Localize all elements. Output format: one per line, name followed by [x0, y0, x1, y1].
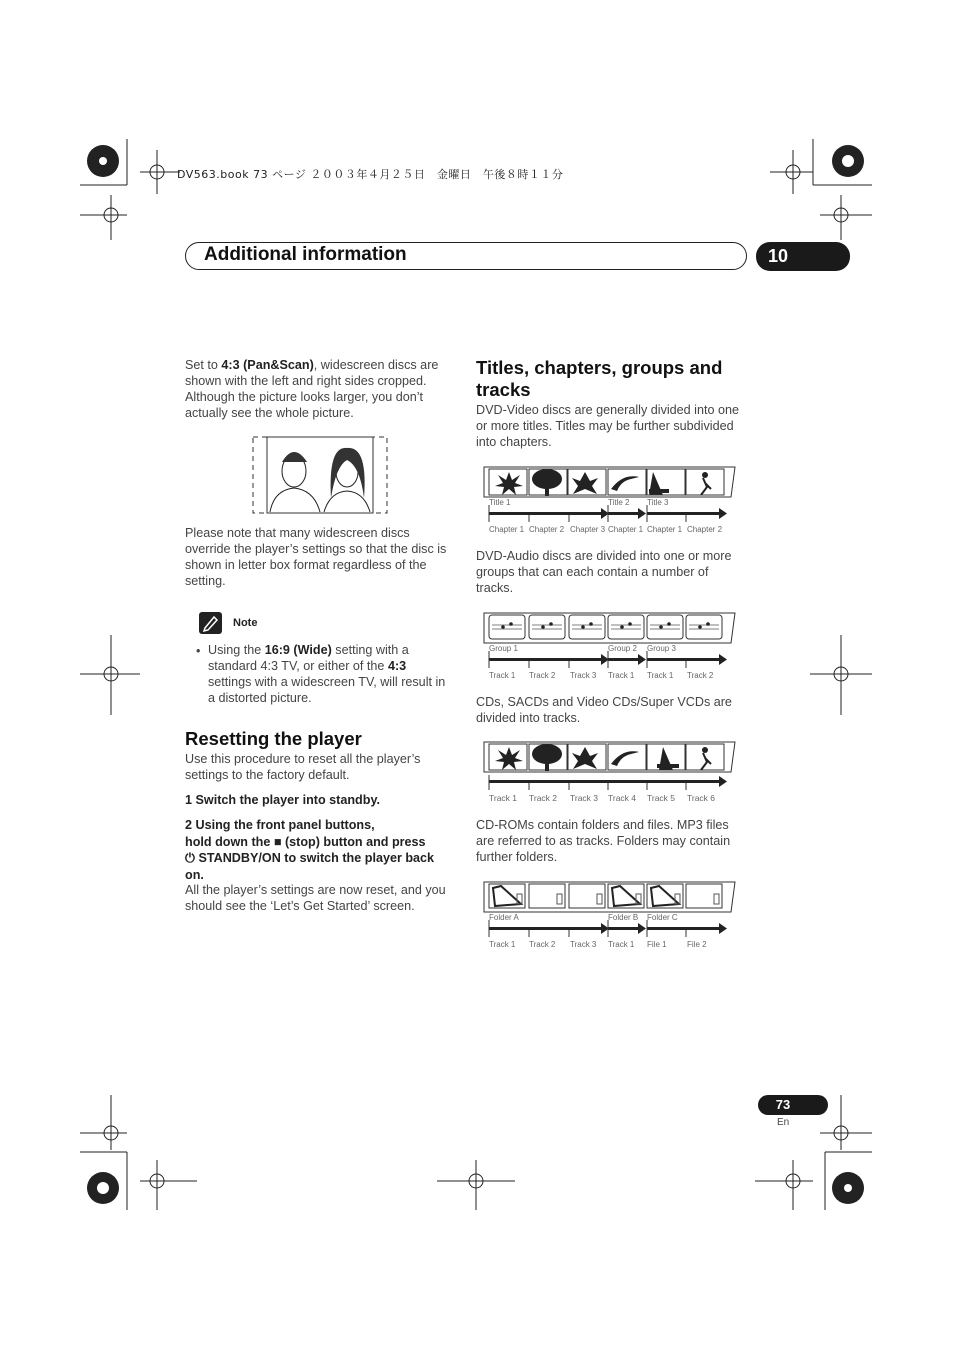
bullet-dot: • [196, 644, 201, 658]
diagram-label: Group 1 [489, 644, 518, 653]
diagram-label: Track 6 [687, 793, 716, 803]
titles-heading [476, 357, 746, 401]
diagram-label: Track 2 [529, 940, 556, 949]
diagram-label: Group 2 [608, 644, 637, 653]
dvd-audio-text: DVD-Audio discs are divided into one or more groups that can each contain a number of tracks. [476, 549, 732, 595]
diagram-label: Track 1 [608, 940, 635, 949]
diagram-label: Title 1 [489, 498, 511, 507]
diagram-label: Chapter 1 [647, 525, 683, 534]
note-bullet-list [196, 644, 200, 658]
titles-heading-line-2: tracks [476, 379, 531, 400]
diagram-label: Chapter 3 [570, 525, 606, 534]
diagram-label: Track 2 [529, 671, 556, 680]
note-bullet-text: Using the 16:9 (Wide) setting with a standard 4:3 TV, or either of the 4:3 settings with a widescreen TV, will result in a distorted picture. [208, 643, 446, 705]
diagram-label: Title 3 [647, 498, 669, 507]
titles-heading-line-1: Titles, chapters, groups and [476, 357, 723, 378]
page-number: 73 [758, 1095, 828, 1115]
step-2-line-1: 2 Using the front panel buttons, [185, 818, 375, 832]
cdrom-text: CD-ROMs contain folders and files. MP3 files are referred to as tracks. Folders may contain further folders. [476, 818, 731, 864]
reset-after: All the player’s settings are now reset, and you should see the ‘Let’s Get Started’ screen. [185, 883, 446, 913]
diagram-label: Folder A [489, 913, 519, 922]
step-2-line-4: on. [185, 867, 204, 882]
diagram-label: Track 3 [570, 940, 597, 949]
reset-intro: Use this procedure to reset all the player’s settings to the factory default. [185, 752, 421, 782]
note-pencil-icon [199, 612, 222, 634]
pan-scan-illustration [252, 436, 388, 514]
diagram-label: Track 1 [489, 940, 516, 949]
language-code: En [777, 1117, 790, 1128]
diagram-label: Track 2 [687, 671, 714, 680]
dvd-video-text: DVD-Video discs are generally divided into one or more titles. Titles may be further subdivided into chapters. [476, 403, 739, 449]
diagram-label: Folder C [647, 913, 678, 922]
page-title: Additional information [204, 244, 407, 265]
file-header: DV563.book 73 ページ ２００３年４月２５日 金曜日 午後８時１１分 [177, 168, 564, 181]
step-2-line-2: hold down the ■ (stop) button and press [185, 834, 426, 849]
diagram-label: Track 1 [608, 671, 635, 680]
diagram-label: File 2 [687, 940, 707, 949]
diagram-label: Track 1 [647, 671, 674, 680]
step-1: 1 Switch the player into standby. [185, 793, 381, 807]
diagram-label: Track 2 [529, 793, 558, 803]
diagram-label: Chapter 2 [529, 525, 565, 534]
diagram-label: Track 3 [570, 793, 599, 803]
diagram-label: Chapter 1 [489, 525, 525, 534]
chapter-badge: 10 [756, 242, 850, 271]
diagram-label: File 1 [647, 940, 667, 949]
pan-scan-paragraph: Set to 4:3 (Pan&Scan), widescreen discs are shown with the left and right sides cropped. Although the picture looks larger, you don’t actually see the whole picture. [185, 358, 439, 420]
diagram-label: Track 1 [489, 793, 518, 803]
diagram-label: Chapter 1 [608, 525, 644, 534]
step-2-line-3: ⏻ STANDBY/ON to switch the player back [185, 851, 435, 865]
diagram-label: Track 1 [489, 671, 516, 680]
step-2 [185, 817, 460, 883]
note-label: Note [233, 617, 258, 629]
diagram-label: Chapter 2 [687, 525, 723, 534]
diagram-label: Folder B [608, 913, 639, 922]
diagram-label: Track 5 [647, 793, 676, 803]
diagram-label: Title 2 [608, 498, 630, 507]
cdrom-diagram [481, 880, 738, 960]
diagram-label: Track 4 [608, 793, 637, 803]
reset-heading: Resetting the player [185, 728, 362, 749]
cd-text: CDs, SACDs and Video CDs/Super VCDs are divided into tracks. [476, 695, 732, 725]
cd-diagram [481, 740, 738, 810]
diagram-label: Track 3 [570, 671, 597, 680]
dvd-audio-diagram [481, 611, 738, 691]
override-paragraph: Please note that many widescreen discs override the player’s settings so that the disc is shown in letter box format regardless of the setting. [185, 526, 447, 588]
dvd-video-diagram [481, 465, 738, 545]
diagram-label: Group 3 [647, 644, 676, 653]
